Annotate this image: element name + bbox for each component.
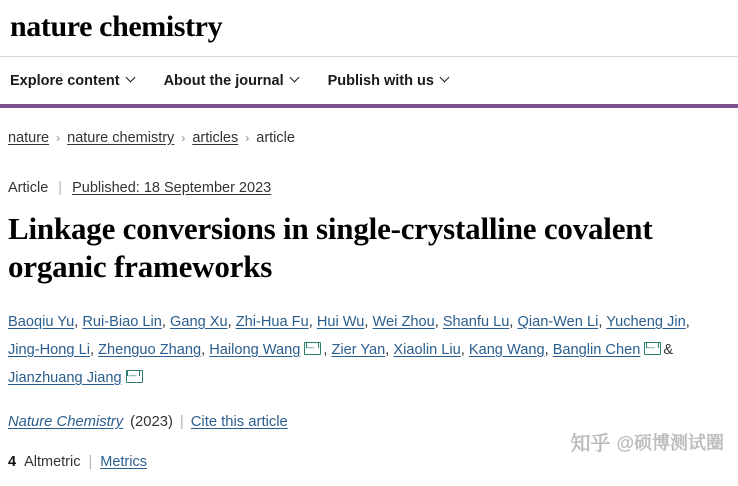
author-separator: ,: [509, 314, 518, 330]
email-icon[interactable]: [644, 342, 661, 355]
author-link[interactable]: Banglin Chen: [552, 342, 641, 358]
breadcrumb-item-nature-chemistry[interactable]: nature chemistry: [67, 130, 175, 146]
citation-divider: |: [179, 414, 184, 430]
cite-this-article-link[interactable]: Cite this article: [190, 414, 288, 430]
chevron-down-icon: [441, 74, 450, 83]
watermark: [570, 427, 724, 456]
author-separator: ,: [598, 314, 607, 330]
chevron-down-icon: [127, 74, 136, 83]
author-separator: ,: [308, 314, 317, 330]
nav-item-label: Publish with us: [327, 72, 434, 89]
main-navigation: [0, 57, 738, 104]
author-link[interactable]: Zhi-Hua Fu: [235, 314, 309, 330]
chevron-down-icon: [291, 74, 300, 83]
article-meta: [0, 146, 738, 196]
author-separator: ,: [385, 342, 394, 358]
nav-item-publish-with-us[interactable]: [328, 73, 450, 89]
article-type-label: Article: [8, 180, 49, 196]
metrics-link[interactable]: Metrics: [100, 454, 147, 470]
author-link[interactable]: Wei Zhou: [372, 314, 435, 330]
breadcrumb-separator-icon: ›: [245, 131, 250, 145]
author-separator: ,: [544, 342, 553, 358]
metrics-divider: |: [88, 454, 93, 470]
author-separator: ,: [434, 314, 443, 330]
altmetric-count: 4: [8, 454, 17, 470]
breadcrumb: [0, 108, 738, 146]
author-link[interactable]: Rui-Biao Lin: [82, 314, 162, 330]
breadcrumb-item-article: article: [256, 130, 295, 146]
breadcrumb-item-articles[interactable]: articles: [192, 130, 239, 146]
author-link[interactable]: Qian-Wen Li: [517, 314, 599, 330]
author-separator: ,: [201, 342, 210, 358]
author-link[interactable]: Baoqiu Yu: [8, 314, 75, 330]
citation-year: (2023): [130, 414, 173, 430]
page-title: Linkage conversions in single-crystalline covalent organic frameworks: [8, 211, 653, 284]
altmetric-label: Altmetric: [24, 454, 81, 470]
author-separator: ,: [364, 314, 373, 330]
watermark-handle: @硕博测试圈: [616, 432, 724, 453]
breadcrumb-separator-icon: ›: [181, 131, 186, 145]
author-link[interactable]: Hailong Wang: [209, 342, 301, 358]
author-separator: ,: [74, 314, 83, 330]
meta-divider: |: [58, 180, 63, 196]
author-link[interactable]: Kang Wang: [468, 342, 545, 358]
published-date[interactable]: Published: 18 September 2023: [72, 180, 272, 196]
citation-journal-link[interactable]: Nature Chemistry: [8, 414, 124, 430]
nav-item-label: Explore content: [10, 72, 120, 89]
zhihu-logo: 知乎: [570, 433, 611, 455]
author-separator: ,: [227, 314, 236, 330]
author-separator: ,: [89, 342, 99, 358]
authors-conjunction: &: [663, 342, 674, 358]
author-link[interactable]: Jianzhuang Jiang: [8, 370, 122, 386]
author-separator: ,: [460, 342, 469, 358]
email-icon[interactable]: [304, 342, 321, 355]
author-link[interactable]: Zier Yan: [331, 342, 386, 358]
author-separator: ,: [323, 342, 332, 358]
author-separator: ,: [161, 314, 170, 330]
author-link[interactable]: Yucheng Jin: [606, 314, 686, 330]
author-link[interactable]: Shanfu Lu: [442, 314, 510, 330]
breadcrumb-item-nature[interactable]: nature: [8, 130, 50, 146]
author-link[interactable]: Zhenguo Zhang: [98, 342, 202, 358]
nav-item-explore-content[interactable]: [10, 73, 136, 89]
author-link[interactable]: Jing-Hong Li: [8, 342, 90, 358]
author-link[interactable]: Xiaolin Liu: [393, 342, 461, 358]
author-link[interactable]: Hui Wu: [316, 314, 365, 330]
breadcrumb-separator-icon: ›: [56, 131, 61, 145]
author-list: [0, 286, 738, 392]
masthead: [0, 0, 738, 56]
author-link[interactable]: Gang Xu: [170, 314, 228, 330]
author-separator: ,: [685, 314, 690, 330]
citation-line: [0, 392, 738, 430]
email-icon[interactable]: [126, 370, 143, 383]
nav-item-about-the-journal[interactable]: [164, 73, 300, 89]
journal-logo[interactable]: nature chemistry: [10, 10, 223, 43]
nav-item-label: About the journal: [163, 72, 284, 89]
